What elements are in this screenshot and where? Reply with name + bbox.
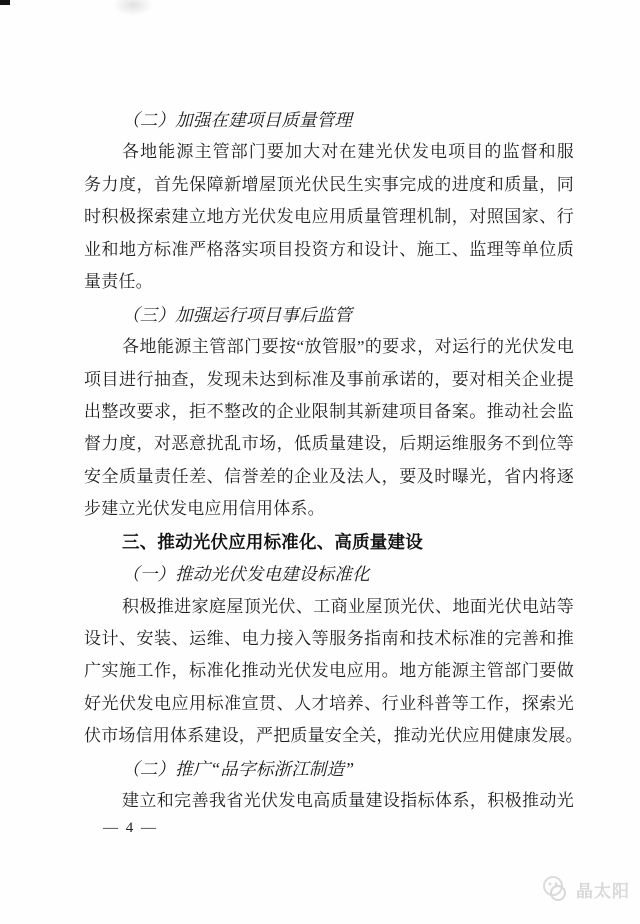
- watermark-label: 晶太阳: [576, 881, 630, 901]
- body-text-line: 出整改要求，拒不整改的企业限制其新建项目备案。推动社会监: [84, 401, 574, 421]
- watermark: [541, 874, 630, 904]
- document-lines: [84, 104, 583, 818]
- kaiti-heading: （二）加强在建项目质量管理: [122, 110, 353, 130]
- body-text-line: 督力度，对恶意扰乱市场，低质量建设，后期运维服务不到位等: [84, 434, 574, 454]
- page-number: — 4 —: [103, 820, 158, 836]
- body-text-line: 各地能源主管部门要按“放管服”的要求，对运行的光伏发电: [122, 337, 574, 357]
- body-text-line: 项目进行抽查，发现未达到标准及事前承诺的，要对相关企业提: [84, 369, 574, 389]
- body-text-line: 伏市场信用体系建设，严把质量安全关，推动光伏应用健康发展。: [84, 726, 583, 746]
- body-text-line: 好光伏发电应用标准宣贯、人才培养、行业科普等工作，探索光: [84, 693, 574, 713]
- body-text-line: 建立和完善我省光伏发电高质量建设指标体系，积极推动光: [122, 791, 574, 811]
- body-text-line: 设计、安装、运维、电力接入等服务指南和技术标准的完善和推: [84, 629, 574, 648]
- body-text-line: 业和地方标准严格落实项目投资方和设计、施工、监理等单位质: [84, 239, 574, 259]
- body-text-line: 时积极探索建立地方光伏发电应用质量管理机制，对照国家、行: [84, 207, 574, 227]
- body-text-line: 量责任。: [84, 272, 153, 292]
- kaiti-heading: （三）加强运行项目事后监管: [122, 304, 353, 325]
- kaiti-heading: （二）推广“品字标浙江制造”: [122, 758, 355, 779]
- body-text-line: 步建立光伏发电应用信用体系。: [84, 499, 325, 519]
- body-text-line: 积极推进家庭屋顶光伏、工商业屋顶光伏、地面光伏电站等: [122, 596, 574, 616]
- scan-smudge-artifact: [113, 0, 153, 16]
- scan-corner-artifact: [0, 0, 10, 5]
- jingtaiyang-logo-icon: [541, 874, 573, 904]
- bold-heading: 三、推动光伏应用标准化、高质量建设: [122, 531, 423, 552]
- body-text-line: 广实施工作，标准化推动光伏发电应用。地方能源主管部门要做: [84, 661, 574, 681]
- body-text-line: 安全质量责任差、信誉差的企业及法人，要及时曝光，省内将逐: [84, 466, 574, 486]
- body-text-line: 各地能源主管部门要加大对在建光伏发电项目的监督和服: [122, 142, 574, 162]
- kaiti-heading: （一）推动光伏发电建设标准化: [122, 564, 370, 585]
- body-text-line: 务力度，首先保障新增屋顶光伏民生实事完成的进度和质量，同: [84, 174, 574, 194]
